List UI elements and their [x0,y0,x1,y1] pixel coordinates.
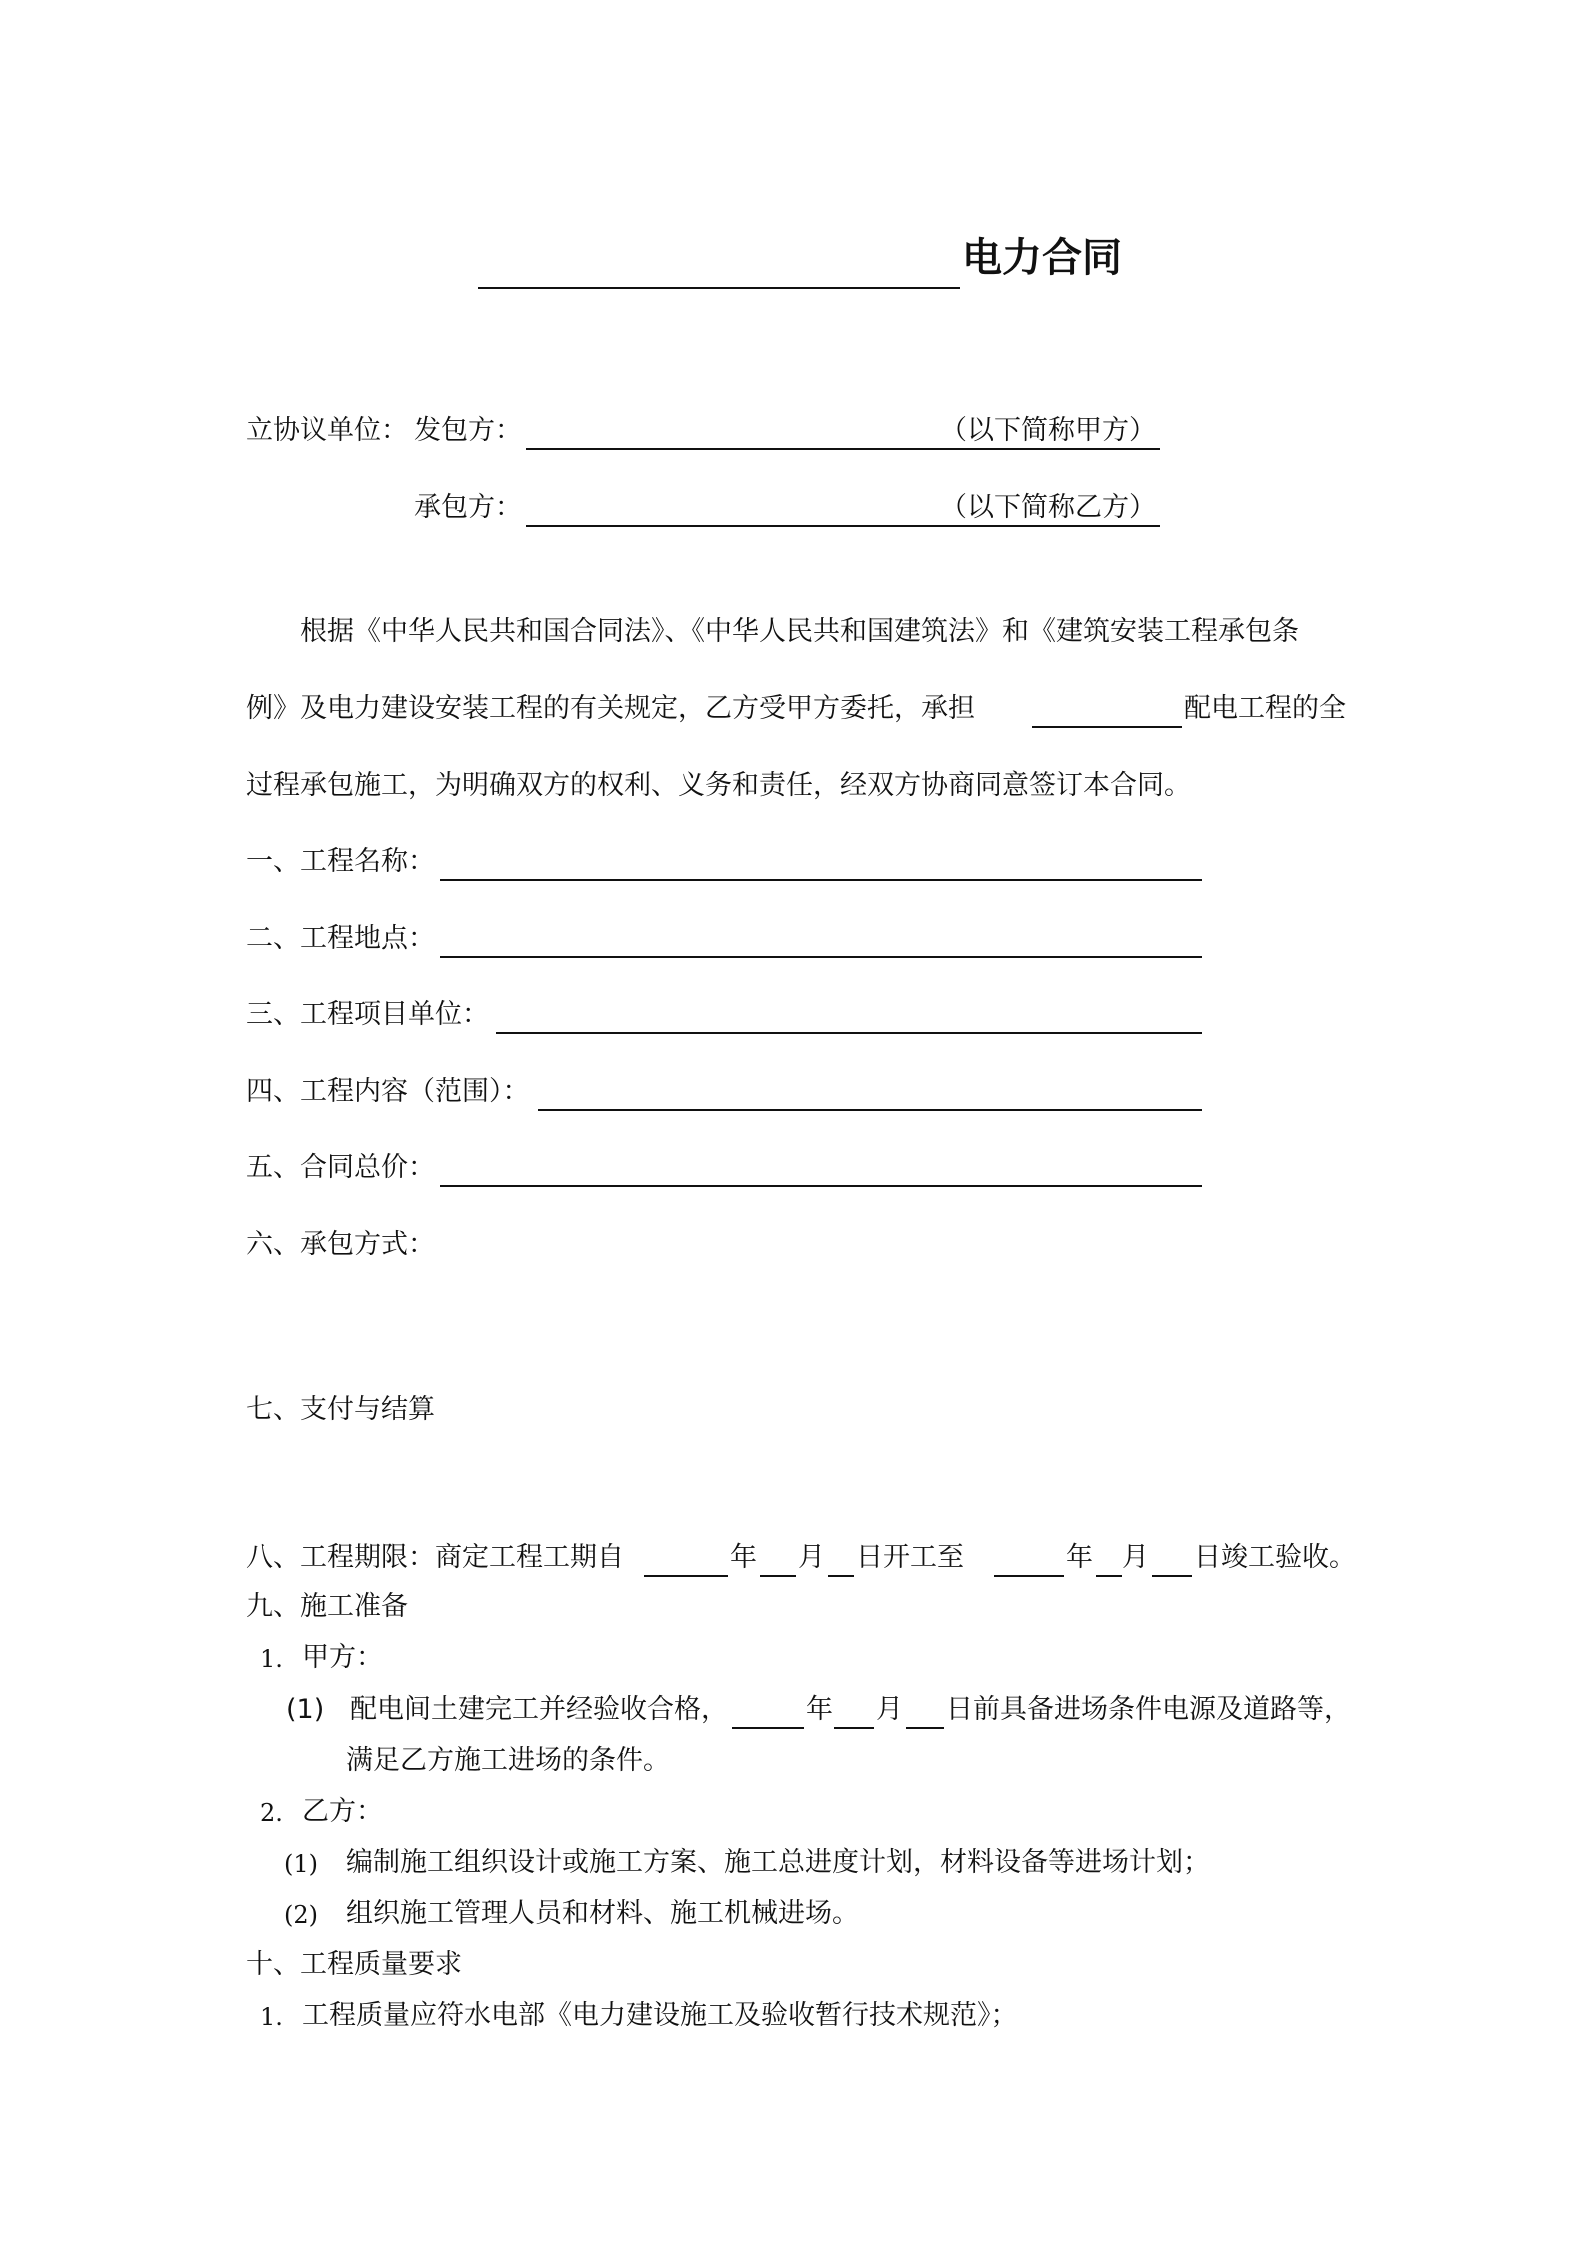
section-6-heading: 六、承包方式： [246,1229,435,1260]
end-month-blank[interactable] [1096,1575,1122,1577]
a1-month-label: 月 [876,1694,903,1725]
section-9-b2-number: (2) [284,1901,318,1929]
field-price-line[interactable] [440,1185,1202,1187]
start-day-label: 日开工至 [856,1542,964,1573]
field-name-label: 一、工程名称： [246,846,435,877]
project-blank[interactable] [1032,726,1182,728]
start-year-label: 年 [730,1542,757,1573]
section-10-i1: 工程质量应符水电部《电力建设施工及验收暂行技术规范》； [302,2000,1018,2031]
section-10-i1-number: 1. [260,2003,283,2031]
field-location-label: 二、工程地点： [246,923,435,954]
end-year-label: 年 [1066,1542,1093,1573]
intro-line-1: 根据《中华人民共和国合同法》、《中华人民共和国建筑法》和《建筑安装工程承包条 [300,616,1299,647]
section-9-b2: 组织施工管理人员和材料、施工机械进场。 [346,1898,859,1929]
intro-line-2-a: 例》及电力建设安装工程的有关规定，乙方受甲方委托，承担 [246,693,975,724]
start-day-blank[interactable] [828,1575,854,1577]
field-unit-line[interactable] [496,1032,1202,1034]
section-7-heading: 七、支付与结算 [246,1394,435,1425]
a1-day-blank[interactable] [906,1727,944,1729]
end-year-blank[interactable] [994,1575,1064,1577]
a1-rest: 日前具备进场条件电源及道路等， [946,1694,1351,1725]
section-9-b1: 编制施工组织设计或施工方案、施工总进度计划，材料设备等进场计划； [346,1847,1210,1878]
field-name-line[interactable] [440,879,1202,881]
end-day-label: 日竣工验收。 [1194,1542,1356,1573]
start-year-blank[interactable] [644,1575,728,1577]
section-10-heading: 十、工程质量要求 [246,1949,462,1980]
section-9-a-number: 1. [260,1645,283,1673]
field-content-line[interactable] [538,1109,1202,1111]
page-title: 电力合同 [962,235,1122,281]
section-9-b-label: 乙方： [302,1796,383,1827]
section-9-b-number: 2. [260,1799,283,1827]
end-month-label: 月 [1122,1542,1149,1573]
party-b-note: （以下简称乙方） [940,492,1156,523]
party-a-label: 发包方： [414,415,522,446]
end-day-blank[interactable] [1152,1575,1192,1577]
party-a-field[interactable] [526,448,1160,450]
field-content-label: 四、工程内容（范围）： [246,1076,530,1107]
field-location-line[interactable] [440,956,1202,958]
a1-year-blank[interactable] [732,1727,804,1729]
start-month-blank[interactable] [760,1575,796,1577]
intro-line-2-b: 配电工程的全 [1184,693,1346,724]
field-unit-label: 三、工程项目单位： [246,999,489,1030]
section-9-heading: 九、施工准备 [246,1591,408,1622]
a1-line-2: 满足乙方施工进场的条件。 [346,1745,670,1776]
title-blank-line[interactable] [478,287,960,289]
start-month-label: 月 [798,1542,825,1573]
section-9-a-label: 甲方： [302,1642,383,1673]
party-b-field[interactable] [526,525,1160,527]
a1-month-blank[interactable] [834,1727,874,1729]
party-a-note: （以下简称甲方） [940,415,1156,446]
section-8-prefix: 八、工程期限：商定工程工期自 [246,1542,624,1573]
section-9-b1-number: (1) [284,1850,318,1878]
field-price-label: 五、合同总价： [246,1152,435,1183]
party-b-label: 承包方： [414,492,522,523]
a1-year-label: 年 [806,1694,833,1725]
section-9-a1-number: (1) [286,1694,325,1725]
section-9-a1-prefix: 配电间土建完工并经验收合格， [350,1694,728,1725]
intro-line-3: 过程承包施工，为明确双方的权利、义务和责任，经双方协商同意签订本合同。 [246,770,1191,801]
parties-label: 立协议单位： [246,415,408,446]
